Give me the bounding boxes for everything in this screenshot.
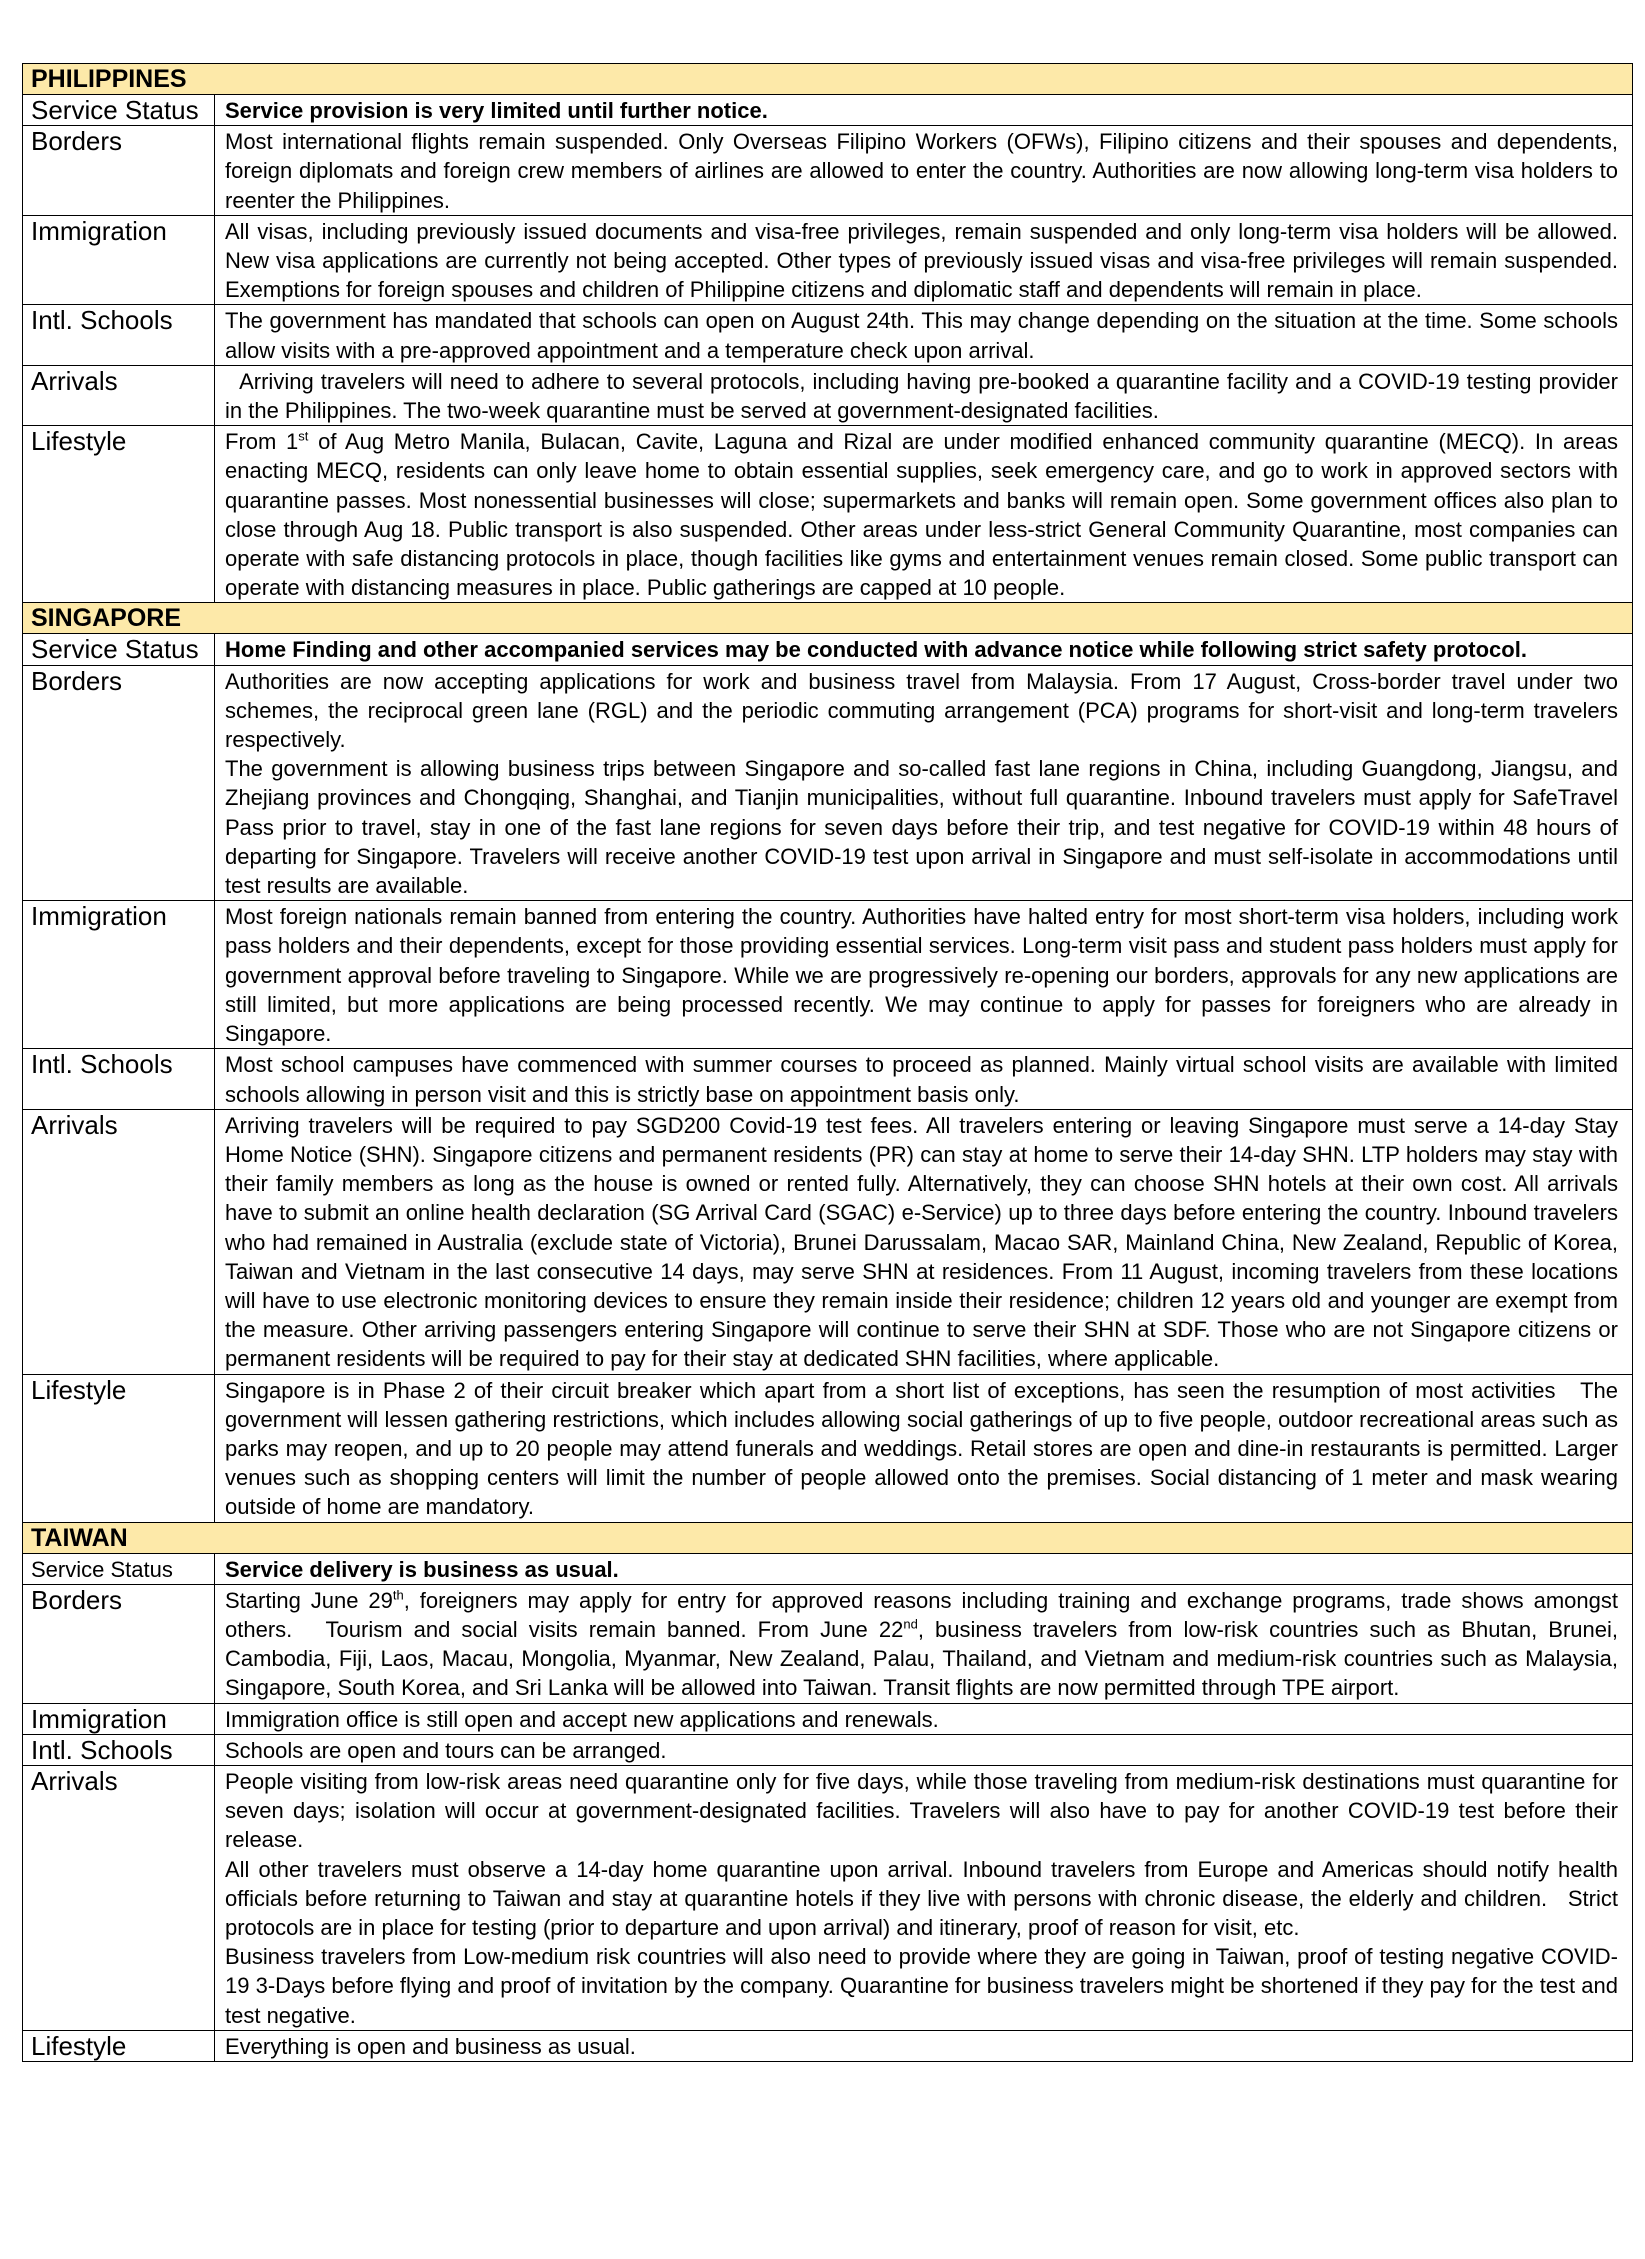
description-paragraph: Singapore is in Phase 2 of their circuit breaker which apart from a short list of exceptions, has seen the resumption of most activities The government will lessen gathering restrictions, which includes allowing social gatherings of up to five people, outdoor recreational areas such as parks may reopen, and up to 20 people may attend funerals and weddings. Retail stores are open and dine-in restaurants is permitted. Larger venues such as shopping centers will limit the number of people allowed onto the premises. Social distancing of 1 meter and mask wearing outside of home are mandatory. xyxy=(225,1377,1618,1520)
row-category-label: Borders xyxy=(23,1584,215,1703)
row-category-label: Borders xyxy=(23,126,215,216)
table-row xyxy=(23,95,1633,126)
table-row xyxy=(23,665,1633,901)
row-category-label: Intl. Schools xyxy=(23,1734,215,1765)
description-paragraph: The government is allowing business trips between Singapore and so-called fast lane regions in China, including Guangdong, Jiangsu, and Zhejiang provinces and Chongqing, Shanghai, and Tianjin municipalities, without full quarantine. Inbound travelers must apply for SafeTravel Pass prior to travel, stay in one of the fast lane regions for seven days before their trip, and test negative for COVID-19 within 48 hours of departing for Singapore. Travelers will receive another COVID-19 test upon arrival in Singapore and must self-isolate in accommodations until test results are available. xyxy=(225,756,1618,899)
description-paragraph: Most international flights remain suspended. Only Overseas Filipino Workers (OFWs), Filipino citizens and their spouses and dependents, foreign diplomats and foreign crew members of airlines are allowed to enter the country. Authorities are now allowing long-term visa holders to reenter the Philippines. xyxy=(225,129,1618,213)
description-paragraph: Authorities are now accepting applications for work and business travel from Malaysia. From 17 August, Cross-border travel under two schemes, the reciprocal green lane (RGL) and the periodic commuting arrangement (PCA) programs for short-visit and long-term travelers respectively. xyxy=(225,668,1618,753)
table-row xyxy=(23,2030,1633,2061)
country-name: SINGAPORE xyxy=(23,603,1633,634)
row-category-label: Service Status xyxy=(23,634,215,665)
description-paragraph: People visiting from low-risk areas need quarantine only for five days, while those traveling from medium-risk destinations must quarantine for seven days; isolation will occur at government-designated facilities. Travelers will also have to pay for another COVID-19 test before their release. xyxy=(225,1768,1618,1853)
row-description xyxy=(215,1553,1633,1584)
description-paragraph: Most foreign nationals remain banned from entering the country. Authorities have halted entry for most short-term visa holders, including work pass holders and their dependents, except for those providing essential services. Long-term visit pass and student pass holders must apply for government approval before traveling to Singapore. While we are progressively re-opening our borders, approvals for any new applications are still limited, but more applications are being processed recently. We may continue to apply for passes for foreigners who are already in Singapore. xyxy=(225,904,1618,1047)
table-row xyxy=(23,1374,1633,1522)
description-paragraph: The government has mandated that schools can open on August 24th. This may change depending on the situation at the time. Some schools allow visits with a pre-approved appointment and a temperature check upon arrival. xyxy=(225,308,1618,363)
table-row xyxy=(23,1109,1633,1374)
row-description xyxy=(215,95,1633,126)
table-row xyxy=(23,1049,1633,1109)
row-category-label: Service Status xyxy=(23,95,215,126)
description-paragraph: Everything is open and business as usual. xyxy=(225,2033,636,2059)
row-category-label: Arrivals xyxy=(23,1765,215,2030)
description-paragraph: Business travelers from Low-medium risk countries will also need to provide where they are going in Taiwan, proof of testing negative COVID-19 3-Days before flying and proof of invitation by the company. Quarantine for business travelers might be shortened if they pay for the test and test negative. xyxy=(225,1944,1618,2028)
row-description xyxy=(215,634,1633,665)
row-description xyxy=(215,126,1633,216)
table-row xyxy=(23,1765,1633,2030)
table-row xyxy=(23,305,1633,365)
country-header-row xyxy=(23,1522,1633,1553)
row-category-label: Intl. Schools xyxy=(23,305,215,365)
row-category-label: Arrivals xyxy=(23,1109,215,1374)
row-description xyxy=(215,1584,1633,1703)
table-row xyxy=(23,634,1633,665)
row-description xyxy=(215,305,1633,365)
row-category-label: Borders xyxy=(23,665,215,901)
country-name: TAIWAN xyxy=(23,1522,1633,1553)
row-description xyxy=(215,1765,1633,2030)
row-description xyxy=(215,1109,1633,1374)
row-description xyxy=(215,1049,1633,1109)
row-description xyxy=(215,215,1633,305)
table-row xyxy=(23,365,1633,425)
row-description xyxy=(215,901,1633,1049)
row-category-label: Immigration xyxy=(23,215,215,305)
row-category-label: Lifestyle xyxy=(23,1374,215,1522)
row-description xyxy=(215,1703,1633,1734)
description-paragraph: Arriving travelers will be required to pay SGD200 Covid-19 test fees. All travelers entering or leaving Singapore must serve a 14-day Stay Home Notice (SHN). Singapore citizens and permanent residents (PR) can stay at home to serve their 14-day SHN. LTP holders may stay with their family members as long as the house is owned or rented fully. Alternatively, they can choose SHN hotels at their own cost. All arrivals have to submit an online health declaration (SG Arrival Card (SGAC) e-Service) up to three days before entering the country. Inbound travelers who had remained in Australia (exclude state of Victoria), Brunei Darussalam, Macao SAR, Mainland China, New Zealand, Republic of Korea, Taiwan and Vietnam in the last consecutive 14 days, may serve SHN at residences. From 11 August, incoming travelers from these locations will have to use electronic monitoring devices to ensure they remain inside their residence; children 12 years old and younger are exempt from the measure. Other arriving passengers entering Singapore will continue to serve their SHN at SDF. Those who are not Singapore citizens or permanent residents will be required to pay for their stay at dedicated SHN facilities, where applicable. xyxy=(225,1112,1618,1372)
country-status-table xyxy=(22,63,1633,2062)
row-description xyxy=(215,665,1633,901)
row-category-label: Arrivals xyxy=(23,365,215,425)
row-category-label: Immigration xyxy=(23,901,215,1049)
row-description xyxy=(215,426,1633,603)
row-description xyxy=(215,365,1633,425)
description-paragraph: Arriving travelers will need to adhere to several protocols, including having pre-booked a quarantine facility and a COVID-19 testing provider in the Philippines. The two-week quarantine must be served at government-designated facilities. xyxy=(225,368,1618,424)
country-name: PHILIPPINES xyxy=(23,64,1633,95)
row-description xyxy=(215,2030,1633,2061)
description-paragraph: Most school campuses have commenced with summer courses to proceed as planned. Mainly virtual school visits are available with limited schools allowing in person visit and this is strictly base on appointment basis only. xyxy=(225,1052,1618,1107)
description-paragraph: Schools are open and tours can be arranged. xyxy=(225,1737,667,1763)
row-category-label: Lifestyle xyxy=(23,426,215,603)
description-paragraph: Home Finding and other accompanied services may be conducted with advance notice while following strict safety protocol. xyxy=(225,637,1527,663)
row-description xyxy=(215,1734,1633,1765)
country-header-row xyxy=(23,64,1633,95)
table-row xyxy=(23,426,1633,603)
table-row xyxy=(23,126,1633,216)
description-paragraph: From 1st of Aug Metro Manila, Bulacan, Cavite, Laguna and Rizal are under modified enhanced community quarantine (MECQ). In areas enacting MECQ, residents can only leave home to obtain essential supplies, seek emergency care, and go to work in approved sectors with quarantine passes. Most nonessential businesses will close; supermarkets and banks will remain open. Some government offices also plan to close through Aug 18. Public transport is also suspended. Other areas under less-strict General Community Quarantine, most companies can operate with safe distancing protocols in place, though facilities like gyms and entertainment venues remain closed. Some public transport can operate with distancing measures in place. Public gatherings are capped at 10 people. xyxy=(225,428,1618,601)
table-row xyxy=(23,1553,1633,1584)
description-paragraph: All other travelers must observe a 14-day home quarantine upon arrival. Inbound travelers from Europe and Americas should notify health officials before returning to Taiwan and stay at quarantine hotels if they live with persons with chronic disease, the elderly and children. Strict protocols are in place for testing (prior to departure and upon arrival) and itinerary, proof of reason for visit, etc. xyxy=(225,1856,1618,1940)
table-row xyxy=(23,215,1633,305)
row-category-label: Service Status xyxy=(23,1553,215,1584)
description-paragraph: Service delivery is business as usual. xyxy=(225,1556,619,1582)
description-paragraph: All visas, including previously issued documents and visa-free privileges, remain suspended and only long-term visa holders will be allowed. New visa applications are currently not being accepted. Other types of previously issued visas and visa-free privileges will remain suspended. Exemptions for foreign spouses and children of Philippine citizens and diplomatic staff and dependents will remain in place. xyxy=(225,218,1618,303)
table-row xyxy=(23,901,1633,1049)
description-paragraph: Immigration office is still open and accept new applications and renewals. xyxy=(225,1706,939,1732)
row-category-label: Intl. Schools xyxy=(23,1049,215,1109)
table-row xyxy=(23,1584,1633,1703)
description-paragraph: Starting June 29th, foreigners may apply for entry for approved reasons including training and exchange programs, trade shows amongst others. Tourism and social visits remain banned. From June 22nd, business travelers from low-risk countries such as Bhutan, Brunei, Cambodia, Fiji, Laos, Macau, Mongolia, Myanmar, New Zealand, Palau, Thailand, and Vietnam and medium-risk countries such as Malaysia, Singapore, South Korea, and Sri Lanka will be allowed into Taiwan. Transit flights are now permitted through TPE airport. xyxy=(225,1587,1618,1701)
table-row xyxy=(23,1734,1633,1765)
row-description xyxy=(215,1374,1633,1522)
row-category-label: Immigration xyxy=(23,1703,215,1734)
row-category-label: Lifestyle xyxy=(23,2030,215,2061)
country-header-row xyxy=(23,603,1633,634)
table-row xyxy=(23,1703,1633,1734)
description-paragraph: Service provision is very limited until further notice. xyxy=(225,98,768,123)
